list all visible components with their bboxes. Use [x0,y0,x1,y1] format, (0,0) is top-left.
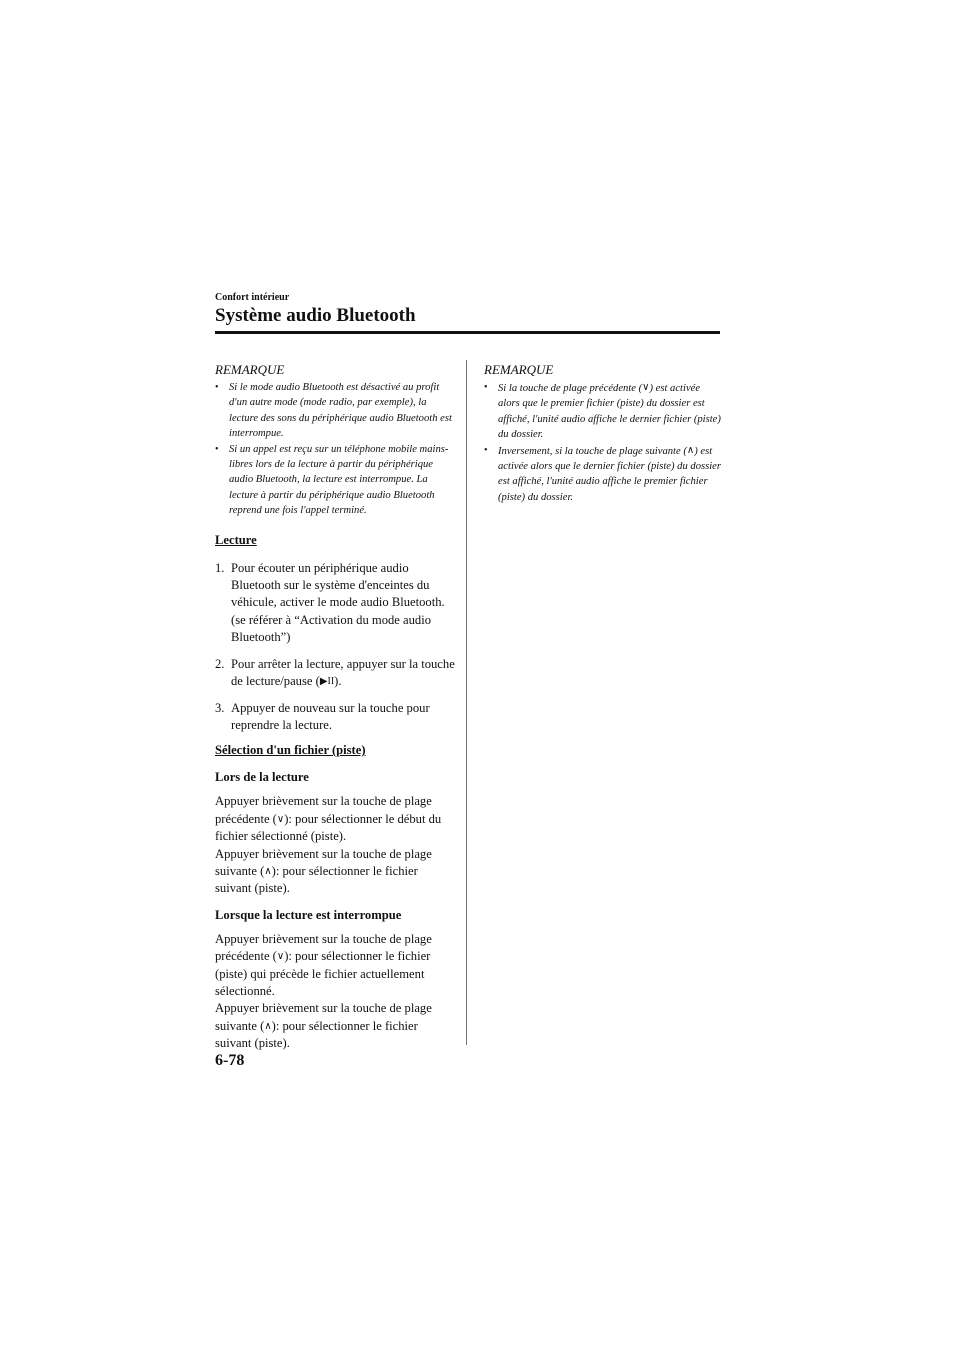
play-pause-icon: ▶II [319,676,335,688]
prev-text-post: ): pour sélectionner le fichier (piste) qui précède le fichier actuellement sélectionné. [215,949,431,998]
section-label: Confort intérieur [215,292,290,303]
chevron-down-icon: ∨ [276,813,285,825]
step-item [215,560,455,647]
bullet-icon: • [215,382,219,393]
note-text-post: ) est activée alors que le premier fichier (piste) du dossier est affiché, l'unité audio affiche le dernier fichier (piste) du dossier. [498,383,721,441]
step-item [215,700,455,735]
page-title: Système audio Bluetooth [215,305,416,326]
step-text: Appuyer de nouveau sur la touche pour reprendre la lecture. [231,700,430,732]
note-text-pre: Si la touche de plage précédente ( [498,383,643,394]
chevron-down-icon: ∨ [642,382,650,393]
bullet-icon: • [484,444,488,456]
note-text-pre: Inversement, si la touche de plage suivante ( [498,445,687,457]
note-item [484,443,724,506]
step-number: 3. [215,700,225,715]
prev-text-pre: Appuyer brièvement sur la touche de plage précédente ( [215,794,432,826]
step-number: 1. [215,560,225,575]
chevron-up-icon: ∧ [264,865,272,877]
note-box [215,362,455,519]
chevron-up-icon: ∧ [264,1020,272,1032]
page-number: 6-78 [215,1052,245,1069]
chevron-up-icon: ∧ [686,444,695,456]
step-item [215,656,455,691]
lecture-heading: Lecture [215,532,257,547]
next-text-post: ): pour sélectionner le fichier suivant (piste). [215,1018,418,1051]
note-list [215,380,455,519]
during-playback-heading: Lors de la lecture [215,770,309,785]
bullet-icon: • [215,443,219,455]
note-item [484,380,724,443]
prev-text-pre: Appuyer brièvement sur la touche de plage précédente ( [215,931,432,964]
note-title: REMARQUE [215,362,285,377]
when-stopped-text [215,931,455,1053]
note-item [215,380,455,442]
chevron-down-icon: ∨ [276,951,285,963]
note-title: REMARQUE [484,362,554,377]
step-text: Pour écouter un périphérique audio Bluetooth sur le système d'enceintes du véhicule, activer le mode audio Bluetooth. (se référer à “Activation du mode audio Bluetooth”) [231,560,445,645]
column-divider [466,360,467,1045]
next-text-pre: Appuyer brièvement sur la touche de plage suivante ( [215,1001,432,1033]
lecture-steps [215,560,455,735]
prev-text-post: ): pour sélectionner le début du fichier sélectionné (piste). [215,811,442,844]
left-column [215,362,455,1053]
note-list [484,380,724,505]
note-text: Si un appel est reçu sur un téléphone mobile mains-libres lors de la lecture à partir du périphérique audio Bluetooth, la lecture est interrompue. La lecture à partir du périphérique audio Bluetooth reprend une fois l'appel terminé. [229,443,449,517]
title-rule [215,331,720,334]
step-text-pre: Pour arrêter la lecture, appuyer sur la touche de lecture/pause ( [231,656,455,689]
during-playback-text [215,793,455,897]
next-text-pre: Appuyer brièvement sur la touche de plage suivante ( [215,846,432,878]
selection-heading: Sélection d'un fichier (piste) [215,743,366,758]
step-number: 2. [215,656,225,671]
next-text-post: ): pour sélectionner le fichier suivant (piste). [215,863,418,896]
step-text-post: ). [334,674,342,689]
note-text: Si le mode audio Bluetooth est désactivé au profit d'un autre mode (mode radio, par exemple), la lecture des sons du périphérique audio Bluetooth est interrompue. [229,382,452,440]
note-text-post: ) est activée alors que le dernier fichier (piste) du dossier est affiché, l'unité audio affiche le premier fichier (piste) du dossier. [498,445,722,503]
when-stopped-heading: Lorsque la lecture est interrompue [215,907,402,922]
note-item [215,442,455,519]
right-column [484,362,724,505]
bullet-icon: • [484,382,488,393]
